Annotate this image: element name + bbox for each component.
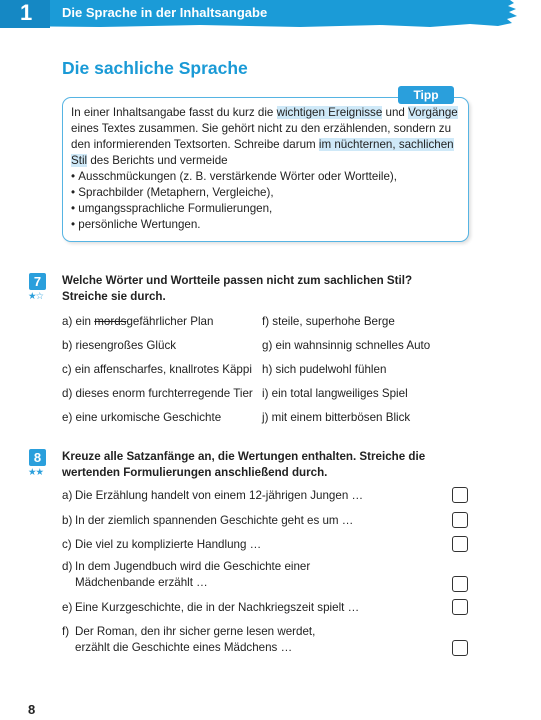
tipp-bullet: • Sprachbilder (Metaphern, Vergleiche), xyxy=(71,185,466,201)
item-text xyxy=(75,559,310,591)
item-line: Der Roman, den ihr sicher gerne lesen werdet, xyxy=(75,625,316,638)
tipp-bullet: • persönliche Wertungen. xyxy=(71,217,466,233)
task-7-item-a[interactable] xyxy=(62,314,213,329)
tipp-text xyxy=(71,105,466,233)
task-7-item-i[interactable]: i) ein total langweiliges Spiel xyxy=(262,387,408,400)
item-letter: a) xyxy=(62,489,73,502)
task-8-checkbox-d[interactable] xyxy=(452,576,468,592)
tipp-bullet: • Ausschmückungen (z. B. verstärkende Wörter oder Wortteile), xyxy=(71,169,466,185)
item-text xyxy=(75,624,315,656)
section-title: Die sachliche Sprache xyxy=(62,58,248,78)
task-7-number-badge: 7 xyxy=(29,273,46,290)
item-line: In dem Jugendbuch wird die Geschichte einer xyxy=(75,560,311,573)
page-number: 8 xyxy=(28,702,36,717)
tipp-label: Tipp xyxy=(398,86,454,104)
tipp-bullet: • umgangssprachliche Formulierungen, xyxy=(71,201,466,217)
chapter-title: Die Sprache in der Inhaltsangabe xyxy=(62,5,268,20)
chapter-number: 1 xyxy=(20,0,33,25)
task-8-checkbox-a[interactable] xyxy=(452,487,468,503)
tipp-text-segment: In einer Inhaltsangabe fasst du kurz die xyxy=(71,106,277,119)
task-8-number-badge: 8 xyxy=(29,449,46,466)
item-text: gefährlicher Plan xyxy=(126,315,214,328)
task-8-item-d xyxy=(62,559,310,591)
item-line: erzählt die Geschichte eines Mädchens … xyxy=(75,641,293,654)
item-letter: d) xyxy=(62,560,73,573)
task-7-item-j[interactable]: j) mit einem bitterbösen Blick xyxy=(262,411,411,424)
task-7-difficulty-stars-icon: ★☆ xyxy=(28,291,44,302)
tipp-text-segment: eines Textes zusammen. Sie gehört nicht zu den erzählenden, sondern zu den informierenden Textsorten. Schreibe darum xyxy=(71,122,452,151)
item-letter: f) xyxy=(62,625,70,638)
chapter-header-band xyxy=(0,0,541,28)
task-8-checkbox-b[interactable] xyxy=(452,512,468,528)
task-7-instruction: Welche Wörter und Wortteile passen nicht zum sachlichen Stil? Streiche sie durch. xyxy=(62,274,413,303)
item-text: Eine Kurzgeschichte, die in der Nachkriegszeit spielt … xyxy=(75,601,360,614)
tipp-paragraph xyxy=(71,105,466,169)
task-7-item-g[interactable]: g) ein wahnsinnig schnelles Auto xyxy=(262,339,431,352)
tipp-bullet-list xyxy=(71,169,466,233)
item-line: Mädchenbande erzählt … xyxy=(75,576,208,589)
tipp-highlight: Vorgänge xyxy=(408,106,458,119)
task-8-item-e xyxy=(62,600,359,616)
item-text: Die Erzählung handelt von einem 12-jährigen Jungen … xyxy=(75,489,364,502)
tipp-highlight: im nüchternen, sachlichen Stil xyxy=(71,138,454,167)
task-8-item-c xyxy=(62,537,261,553)
task-7-item-e[interactable]: e) eine urkomische Geschichte xyxy=(62,411,222,424)
tipp-highlight: wichtigen Ereignisse xyxy=(276,106,383,119)
struck-word: mords xyxy=(94,315,127,328)
task-7-item-h[interactable]: h) sich pudelwohl fühlen xyxy=(262,363,387,376)
item-letter: e) xyxy=(62,601,73,614)
task-8-item-a xyxy=(62,488,363,504)
task-8-instruction: Kreuze alle Satzanfänge an, die Wertungen enthalten. Streiche die wertenden Formulierungen anschließend durch. xyxy=(62,450,426,479)
tipp-text-segment: und xyxy=(382,106,409,119)
item-letter: c) xyxy=(62,538,72,551)
task-7-item-b[interactable]: b) riesengroßes Glück xyxy=(62,339,177,352)
task-8-checkbox-c[interactable] xyxy=(452,536,468,552)
item-text: Die viel zu komplizierte Handlung … xyxy=(75,538,262,551)
task-8-difficulty-stars-icon: ★★ xyxy=(28,467,44,478)
item-text: In der ziemlich spannenden Geschichte geht es um … xyxy=(75,514,354,527)
task-7-item-c[interactable]: c) ein affenscharfes, knallrotes Käppi xyxy=(62,363,252,376)
task-8-checkbox-e[interactable] xyxy=(452,599,468,615)
task-7-item-d[interactable]: d) dieses enorm furchterregende Tier xyxy=(62,387,253,400)
task-8-item-f xyxy=(62,624,315,656)
task-8-checkbox-f[interactable] xyxy=(452,640,468,656)
item-text: a) ein xyxy=(62,315,95,328)
task-7-item-f[interactable]: f) steile, superhohe Berge xyxy=(262,315,395,328)
task-8-item-b xyxy=(62,513,353,529)
tipp-text-segment: des Berichts und vermeide xyxy=(87,154,228,167)
item-letter: b) xyxy=(62,514,73,527)
